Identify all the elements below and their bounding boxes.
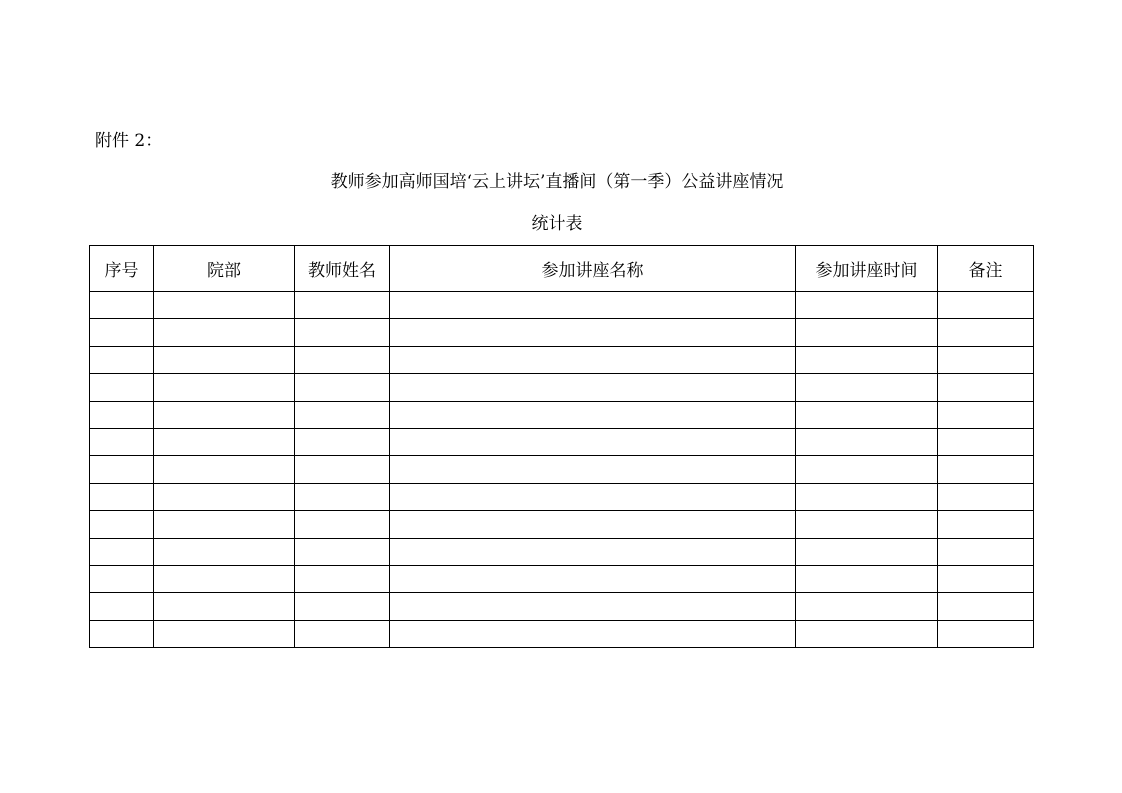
statistics-table [89,245,1034,648]
table-row [90,292,1034,319]
table-cell [938,538,1034,565]
attachment-label: 附件 2： [95,131,163,151]
table-cell [938,292,1034,319]
table-cell [938,456,1034,483]
table-row [90,483,1034,510]
table-cell [938,565,1034,592]
header-lecture-name: 参加讲座名称 [390,246,796,292]
table-cell [154,292,295,319]
table-cell [796,428,938,455]
table-cell [390,483,796,510]
table-cell [938,428,1034,455]
table-cell [154,483,295,510]
table-cell [90,620,154,647]
table-cell [390,593,796,620]
table-cell [154,428,295,455]
table-cell [796,538,938,565]
table-row [90,374,1034,401]
table-cell [938,620,1034,647]
table-row [90,428,1034,455]
table-row [90,319,1034,346]
table-row [90,456,1034,483]
table-cell [295,428,390,455]
table-cell [295,346,390,373]
table-cell [90,565,154,592]
table-cell [390,456,796,483]
table-cell [154,319,295,346]
table-cell [154,346,295,373]
table-row [90,620,1034,647]
table-cell [295,483,390,510]
table-cell [90,483,154,510]
header-remarks: 备注 [938,246,1034,292]
table-cell [796,456,938,483]
table-row [90,511,1034,538]
table-cell [796,565,938,592]
table-cell [390,565,796,592]
table-cell [390,428,796,455]
table-cell [90,511,154,538]
table-row [90,593,1034,620]
table-cell [295,593,390,620]
table-cell [154,593,295,620]
table-row [90,538,1034,565]
table-cell [295,401,390,428]
table-row [90,346,1034,373]
header-teacher-name: 教师姓名 [295,246,390,292]
table-row [90,565,1034,592]
table-cell [154,565,295,592]
table-cell [390,292,796,319]
table-cell [295,565,390,592]
table-cell [90,374,154,401]
table-cell [154,538,295,565]
table-cell [390,346,796,373]
header-lecture-time: 参加讲座时间 [796,246,938,292]
header-serial-number: 序号 [90,246,154,292]
table-cell [295,292,390,319]
table-cell [390,401,796,428]
table-cell [295,511,390,538]
document-subtitle: 统计表 [531,214,583,234]
table-cell [90,538,154,565]
table-cell [295,374,390,401]
table-cell [295,620,390,647]
table-cell [295,456,390,483]
table-cell [796,401,938,428]
table-cell [154,620,295,647]
table-row [90,401,1034,428]
table-cell [390,319,796,346]
table-cell [90,292,154,319]
table-cell [90,319,154,346]
table-cell [938,374,1034,401]
table-cell [390,374,796,401]
table-cell [796,346,938,373]
table-cell [390,620,796,647]
table-cell [796,292,938,319]
table-cell [938,319,1034,346]
document-title: 教师参加高师国培‘云上讲坛’直播间（第一季）公益讲座情况 [330,172,784,192]
table-cell [938,346,1034,373]
table-cell [154,374,295,401]
table-cell [154,401,295,428]
table-cell [90,346,154,373]
table-cell [796,620,938,647]
table-cell [796,593,938,620]
table-cell [90,456,154,483]
table-cell [90,401,154,428]
table-cell [90,593,154,620]
table-cell [938,511,1034,538]
table-cell [796,319,938,346]
table-cell [796,374,938,401]
table-cell [295,538,390,565]
table-cell [938,401,1034,428]
table-cell [796,483,938,510]
table-cell [154,511,295,538]
table-cell [295,319,390,346]
table-cell [938,593,1034,620]
table-header-row [90,246,1034,292]
table-cell [938,483,1034,510]
table-cell [90,428,154,455]
table-cell [154,456,295,483]
table-body [90,292,1034,648]
table-cell [796,511,938,538]
table-cell [390,538,796,565]
table-cell [390,511,796,538]
header-department: 院部 [154,246,295,292]
